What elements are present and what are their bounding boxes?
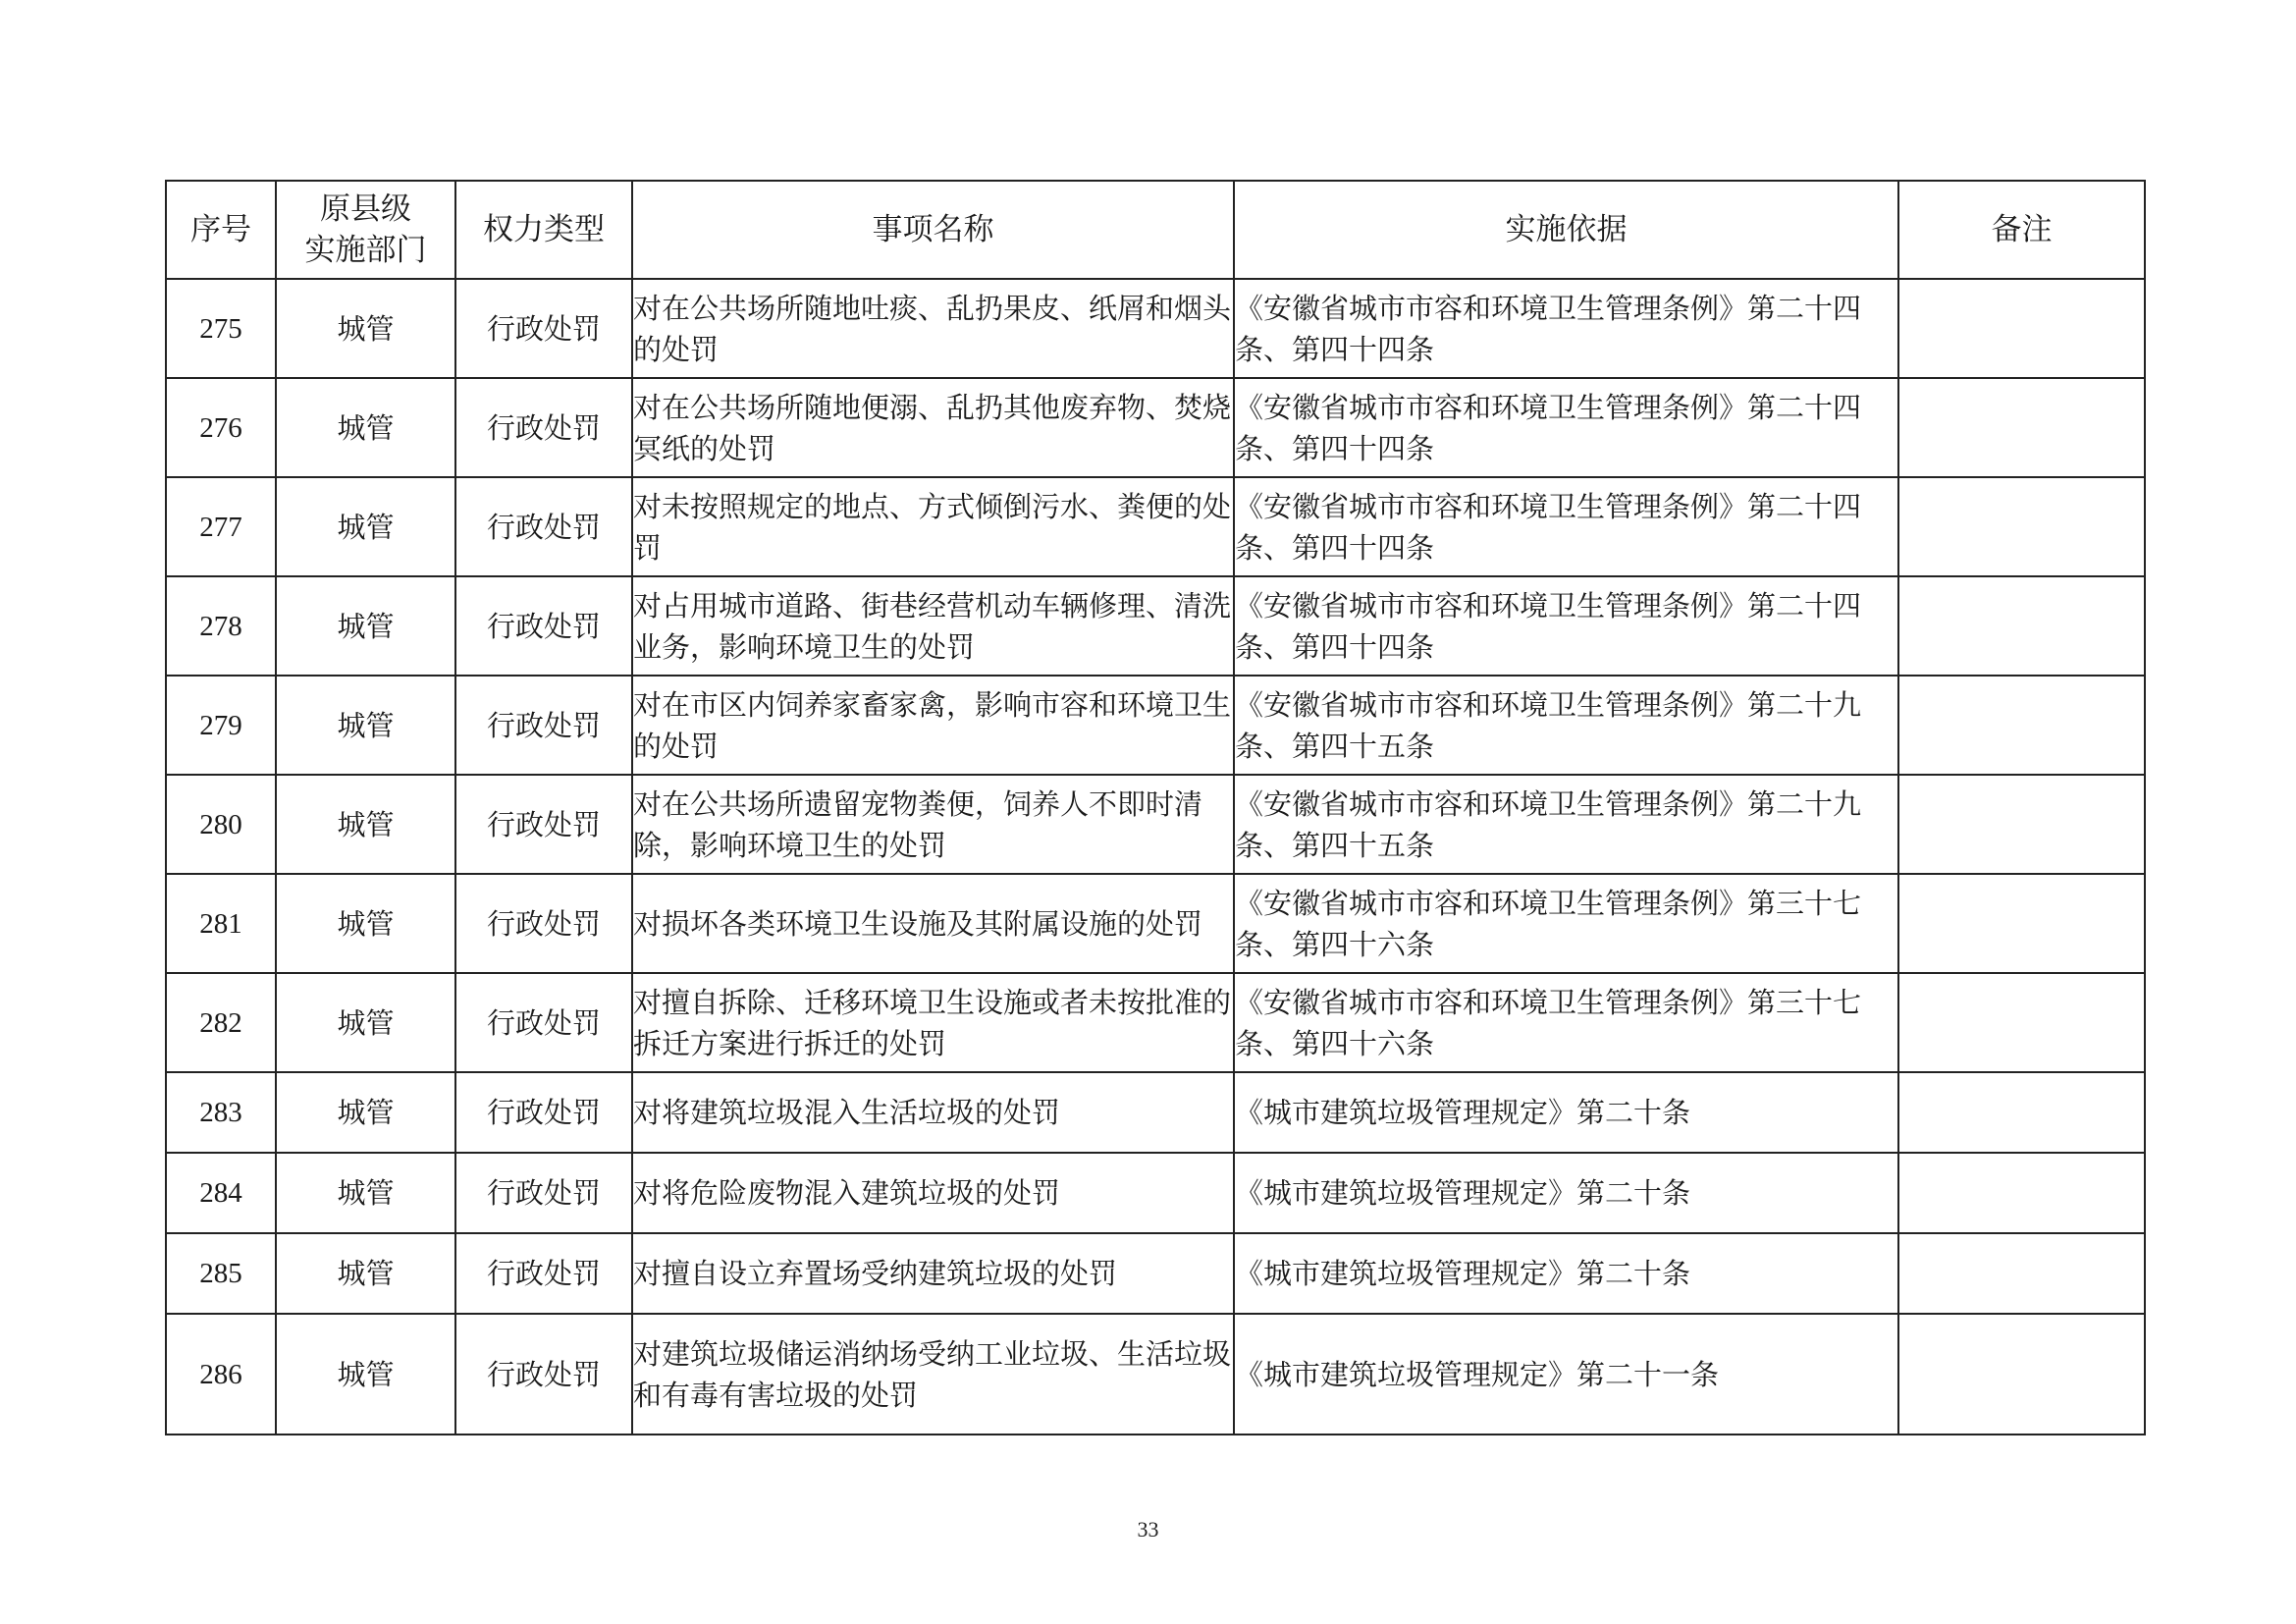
cell-dept: 城管 bbox=[276, 477, 455, 576]
cell-basis: 《安徽省城市市容和环境卫生管理条例》第二十九条、第四十五条 bbox=[1234, 676, 1898, 775]
cell-name: 对占用城市道路、街巷经营机动车辆修理、清洗业务，影响环境卫生的处罚 bbox=[632, 576, 1234, 676]
cell-basis: 《安徽省城市市容和环境卫生管理条例》第二十四条、第四十四条 bbox=[1234, 279, 1898, 378]
table-row bbox=[166, 874, 2145, 973]
cell-dept: 城管 bbox=[276, 775, 455, 874]
cell-name: 对在市区内饲养家畜家禽，影响市容和环境卫生的处罚 bbox=[632, 676, 1234, 775]
cell-type: 行政处罚 bbox=[455, 1233, 632, 1314]
cell-type: 行政处罚 bbox=[455, 1153, 632, 1233]
header-dept bbox=[276, 181, 455, 279]
cell-seq: 283 bbox=[166, 1072, 276, 1153]
cell-basis: 《安徽省城市市容和环境卫生管理条例》第三十七条、第四十六条 bbox=[1234, 874, 1898, 973]
cell-seq: 278 bbox=[166, 576, 276, 676]
cell-note bbox=[1898, 576, 2145, 676]
cell-basis: 《安徽省城市市容和环境卫生管理条例》第三十七条、第四十六条 bbox=[1234, 973, 1898, 1072]
cell-name: 对在公共场所随地吐痰、乱扔果皮、纸屑和烟头的处罚 bbox=[632, 279, 1234, 378]
cell-basis: 《安徽省城市市容和环境卫生管理条例》第二十四条、第四十四条 bbox=[1234, 477, 1898, 576]
cell-seq: 277 bbox=[166, 477, 276, 576]
cell-dept: 城管 bbox=[276, 676, 455, 775]
cell-dept: 城管 bbox=[276, 1072, 455, 1153]
header-name: 事项名称 bbox=[632, 181, 1234, 279]
cell-dept: 城管 bbox=[276, 1233, 455, 1314]
cell-dept: 城管 bbox=[276, 1153, 455, 1233]
cell-basis: 《安徽省城市市容和环境卫生管理条例》第二十四条、第四十四条 bbox=[1234, 378, 1898, 477]
table-row bbox=[166, 1314, 2145, 1435]
cell-type: 行政处罚 bbox=[455, 874, 632, 973]
cell-basis: 《安徽省城市市容和环境卫生管理条例》第二十九条、第四十五条 bbox=[1234, 775, 1898, 874]
cell-dept: 城管 bbox=[276, 378, 455, 477]
cell-note bbox=[1898, 1314, 2145, 1435]
page-number: 33 bbox=[1137, 1517, 1159, 1542]
cell-dept: 城管 bbox=[276, 576, 455, 676]
cell-type: 行政处罚 bbox=[455, 1072, 632, 1153]
cell-dept: 城管 bbox=[276, 279, 455, 378]
cell-name: 对擅自拆除、迁移环境卫生设施或者未按批准的拆迁方案进行拆迁的处罚 bbox=[632, 973, 1234, 1072]
table-row bbox=[166, 279, 2145, 378]
table-row bbox=[166, 477, 2145, 576]
cell-basis: 《城市建筑垃圾管理规定》第二十一条 bbox=[1234, 1314, 1898, 1435]
cell-seq: 275 bbox=[166, 279, 276, 378]
cell-seq: 285 bbox=[166, 1233, 276, 1314]
table-row bbox=[166, 676, 2145, 775]
cell-basis: 《城市建筑垃圾管理规定》第二十条 bbox=[1234, 1072, 1898, 1153]
table-row bbox=[166, 1153, 2145, 1233]
cell-note bbox=[1898, 1233, 2145, 1314]
cell-name: 对未按照规定的地点、方式倾倒污水、粪便的处罚 bbox=[632, 477, 1234, 576]
cell-basis: 《安徽省城市市容和环境卫生管理条例》第二十四条、第四十四条 bbox=[1234, 576, 1898, 676]
cell-type: 行政处罚 bbox=[455, 279, 632, 378]
table-row bbox=[166, 1233, 2145, 1314]
cell-note bbox=[1898, 1153, 2145, 1233]
cell-name: 对在公共场所随地便溺、乱扔其他废弃物、焚烧冥纸的处罚 bbox=[632, 378, 1234, 477]
cell-note bbox=[1898, 1072, 2145, 1153]
cell-name: 对将危险废物混入建筑垃圾的处罚 bbox=[632, 1153, 1234, 1233]
header-dept-line1: 原县级 bbox=[320, 191, 411, 227]
authority-list-table bbox=[165, 180, 2146, 1435]
table-row bbox=[166, 378, 2145, 477]
cell-name: 对将建筑垃圾混入生活垃圾的处罚 bbox=[632, 1072, 1234, 1153]
cell-name: 对建筑垃圾储运消纳场受纳工业垃圾、生活垃圾和有毒有害垃圾的处罚 bbox=[632, 1314, 1234, 1435]
cell-seq: 284 bbox=[166, 1153, 276, 1233]
cell-name: 对在公共场所遗留宠物粪便，饲养人不即时清除，影响环境卫生的处罚 bbox=[632, 775, 1234, 874]
table-row bbox=[166, 775, 2145, 874]
header-note: 备注 bbox=[1898, 181, 2145, 279]
cell-seq: 281 bbox=[166, 874, 276, 973]
cell-type: 行政处罚 bbox=[455, 378, 632, 477]
cell-name: 对损坏各类环境卫生设施及其附属设施的处罚 bbox=[632, 874, 1234, 973]
cell-note bbox=[1898, 378, 2145, 477]
cell-note bbox=[1898, 775, 2145, 874]
header-basis: 实施依据 bbox=[1234, 181, 1898, 279]
header-seq: 序号 bbox=[166, 181, 276, 279]
cell-type: 行政处罚 bbox=[455, 576, 632, 676]
cell-seq: 282 bbox=[166, 973, 276, 1072]
cell-seq: 286 bbox=[166, 1314, 276, 1435]
cell-note bbox=[1898, 279, 2145, 378]
cell-name: 对擅自设立弃置场受纳建筑垃圾的处罚 bbox=[632, 1233, 1234, 1314]
cell-note bbox=[1898, 676, 2145, 775]
cell-note bbox=[1898, 477, 2145, 576]
header-type: 权力类型 bbox=[455, 181, 632, 279]
cell-note bbox=[1898, 973, 2145, 1072]
cell-dept: 城管 bbox=[276, 1314, 455, 1435]
cell-basis: 《城市建筑垃圾管理规定》第二十条 bbox=[1234, 1233, 1898, 1314]
table-row bbox=[166, 1072, 2145, 1153]
cell-seq: 276 bbox=[166, 378, 276, 477]
table-row bbox=[166, 973, 2145, 1072]
cell-basis: 《城市建筑垃圾管理规定》第二十条 bbox=[1234, 1153, 1898, 1233]
cell-dept: 城管 bbox=[276, 874, 455, 973]
cell-type: 行政处罚 bbox=[455, 775, 632, 874]
cell-note bbox=[1898, 874, 2145, 973]
cell-seq: 280 bbox=[166, 775, 276, 874]
cell-type: 行政处罚 bbox=[455, 676, 632, 775]
cell-seq: 279 bbox=[166, 676, 276, 775]
cell-type: 行政处罚 bbox=[455, 477, 632, 576]
cell-type: 行政处罚 bbox=[455, 973, 632, 1072]
cell-type: 行政处罚 bbox=[455, 1314, 632, 1435]
table-header-row bbox=[166, 181, 2145, 279]
cell-dept: 城管 bbox=[276, 973, 455, 1072]
table-row bbox=[166, 576, 2145, 676]
header-dept-line2: 实施部门 bbox=[304, 233, 427, 268]
